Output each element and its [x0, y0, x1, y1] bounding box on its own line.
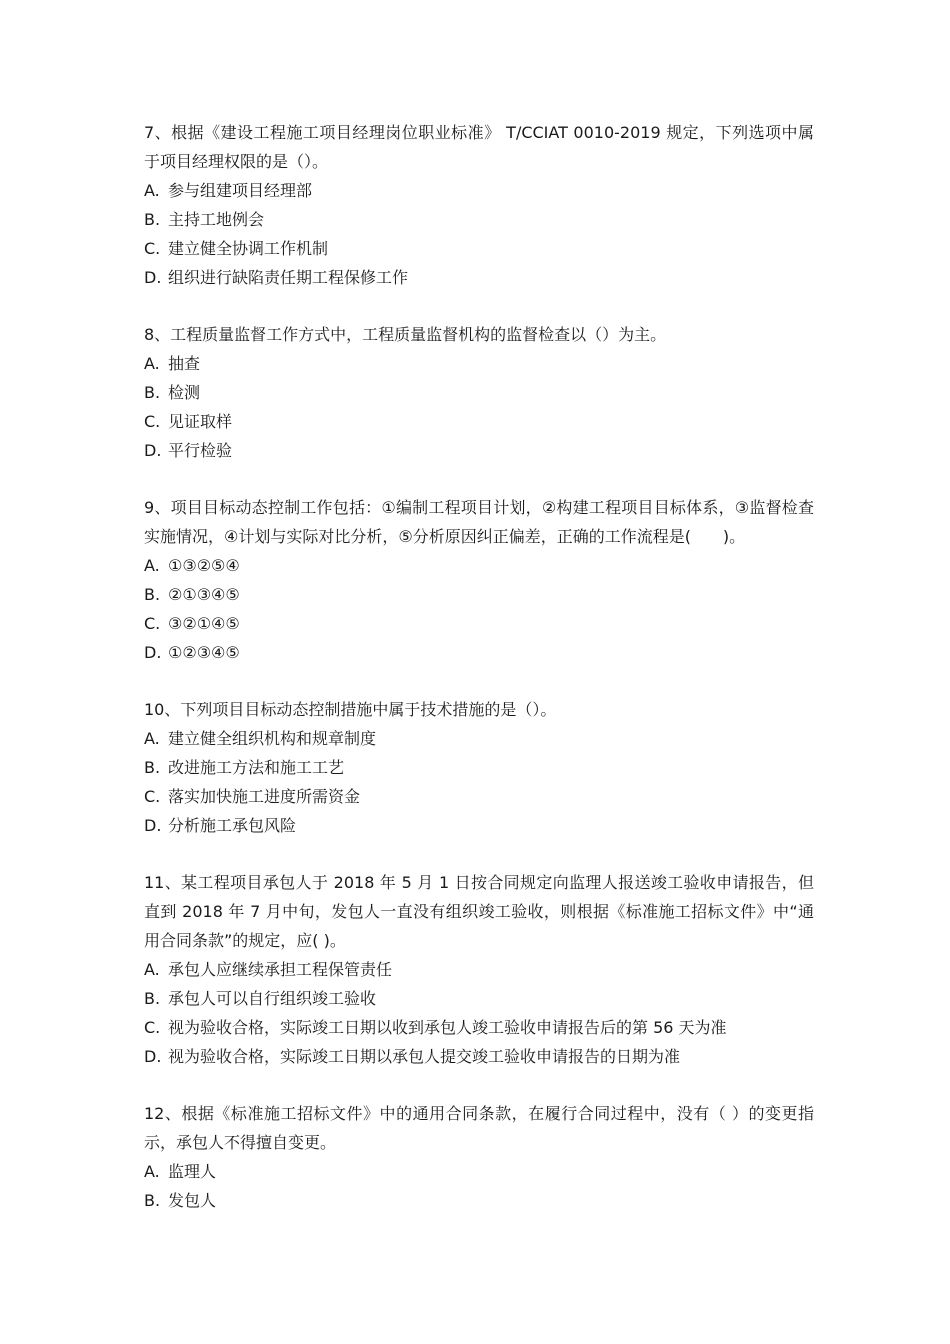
question-12 — [144, 1099, 814, 1215]
option-text: 监理人 — [168, 1162, 217, 1181]
question-11 — [144, 868, 814, 1071]
option-letter: C. — [144, 1018, 161, 1037]
option-letter: D. — [144, 816, 162, 835]
question-stem: 9、项目目标动态控制工作包括：①编制工程项目计划，②构建工程项目目标体系，③监督检查实施情况，④计划与实际对比分析，⑤分析原因纠正偏差，正确的工作流程是( )。 — [144, 498, 814, 546]
option-letter: A. — [144, 729, 160, 748]
option-text: 建立健全组织机构和规章制度 — [168, 729, 377, 748]
question-9 — [144, 493, 814, 667]
option-text: 发包人 — [168, 1191, 217, 1210]
option-letter: B. — [144, 1191, 161, 1210]
option-a — [144, 955, 814, 984]
option-text: 检测 — [168, 383, 201, 402]
option-letter: B. — [144, 989, 161, 1008]
option-letter: D. — [144, 643, 162, 662]
option-letter: C. — [144, 787, 161, 806]
option-b — [144, 1186, 814, 1215]
option-b — [144, 580, 814, 609]
question-8 — [144, 320, 814, 465]
option-text: 主持工地例会 — [168, 210, 265, 229]
option-letter: B. — [144, 383, 161, 402]
option-d — [144, 1042, 814, 1071]
option-a — [144, 349, 814, 378]
option-text: 见证取样 — [168, 412, 233, 431]
option-text: 建立健全协调工作机制 — [168, 239, 329, 258]
option-c — [144, 782, 814, 811]
option-letter: B. — [144, 758, 161, 777]
option-letter: A. — [144, 556, 160, 575]
document-page — [144, 118, 814, 1243]
option-letter: D. — [144, 1047, 162, 1066]
option-text: ①②③④⑤ — [168, 643, 240, 662]
option-text: 分析施工承包风险 — [168, 816, 297, 835]
option-letter: A. — [144, 1162, 160, 1181]
option-d — [144, 638, 814, 667]
option-text: 承包人应继续承担工程保管责任 — [168, 960, 393, 979]
question-stem: 11、某工程项目承包人于 2018 年 5 月 1 日按合同规定向监理人报送竣工验收申请报告，但直到 2018 年 7 月中旬，发包人一直没有组织竣工验收，则根据《标准施工招标文件》中“通用合同条款”的规定，应( )。 — [144, 873, 814, 950]
option-b — [144, 984, 814, 1013]
option-b — [144, 205, 814, 234]
option-letter: C. — [144, 412, 161, 431]
option-c — [144, 407, 814, 436]
option-d — [144, 811, 814, 840]
option-letter: B. — [144, 585, 161, 604]
question-stem: 12、根据《标准施工招标文件》中的通用合同条款，在履行合同过程中，没有（ ）的变更指示，承包人不得擅自变更。 — [144, 1104, 814, 1152]
option-text: 参与组建项目经理部 — [168, 181, 313, 200]
option-c — [144, 1013, 814, 1042]
option-b — [144, 753, 814, 782]
option-text: ①③②⑤④ — [168, 556, 240, 575]
option-d — [144, 263, 814, 292]
option-text: ③②①④⑤ — [168, 614, 240, 633]
option-letter: C. — [144, 239, 161, 258]
question-stem: 10、下列项目目标动态控制措施中属于技术措施的是（）。 — [144, 700, 557, 719]
option-a — [144, 724, 814, 753]
option-text: 改进施工方法和施工工艺 — [168, 758, 345, 777]
option-text: 组织进行缺陷责任期工程保修工作 — [168, 268, 409, 287]
option-d — [144, 436, 814, 465]
question-stem: 8、工程质量监督工作方式中，工程质量监督机构的监督检查以（）为主。 — [144, 325, 667, 344]
option-letter: A. — [144, 181, 160, 200]
option-letter: D. — [144, 268, 162, 287]
question-7 — [144, 118, 814, 292]
option-letter: D. — [144, 441, 162, 460]
option-c — [144, 234, 814, 263]
option-letter: C. — [144, 614, 161, 633]
option-letter: A. — [144, 354, 160, 373]
option-text: 抽查 — [168, 354, 201, 373]
question-10 — [144, 695, 814, 840]
question-stem: 7、根据《建设工程施工项目经理岗位职业标准》 T/CCIAT 0010-2019 规定，下列选项中属于项目经理权限的是（）。 — [144, 123, 814, 171]
option-a — [144, 551, 814, 580]
option-a — [144, 1157, 814, 1186]
option-text: 承包人可以自行组织竣工验收 — [168, 989, 377, 1008]
option-letter: B. — [144, 210, 161, 229]
option-b — [144, 378, 814, 407]
option-c — [144, 609, 814, 638]
option-a — [144, 176, 814, 205]
option-text: ②①③④⑤ — [168, 585, 240, 604]
option-text: 平行检验 — [168, 441, 233, 460]
option-text: 视为验收合格，实际竣工日期以承包人提交竣工验收申请报告的日期为准 — [168, 1047, 681, 1066]
option-letter: A. — [144, 960, 160, 979]
option-text: 视为验收合格，实际竣工日期以收到承包人竣工验收申请报告后的第 56 天为准 — [168, 1018, 727, 1037]
option-text: 落实加快施工进度所需资金 — [168, 787, 361, 806]
